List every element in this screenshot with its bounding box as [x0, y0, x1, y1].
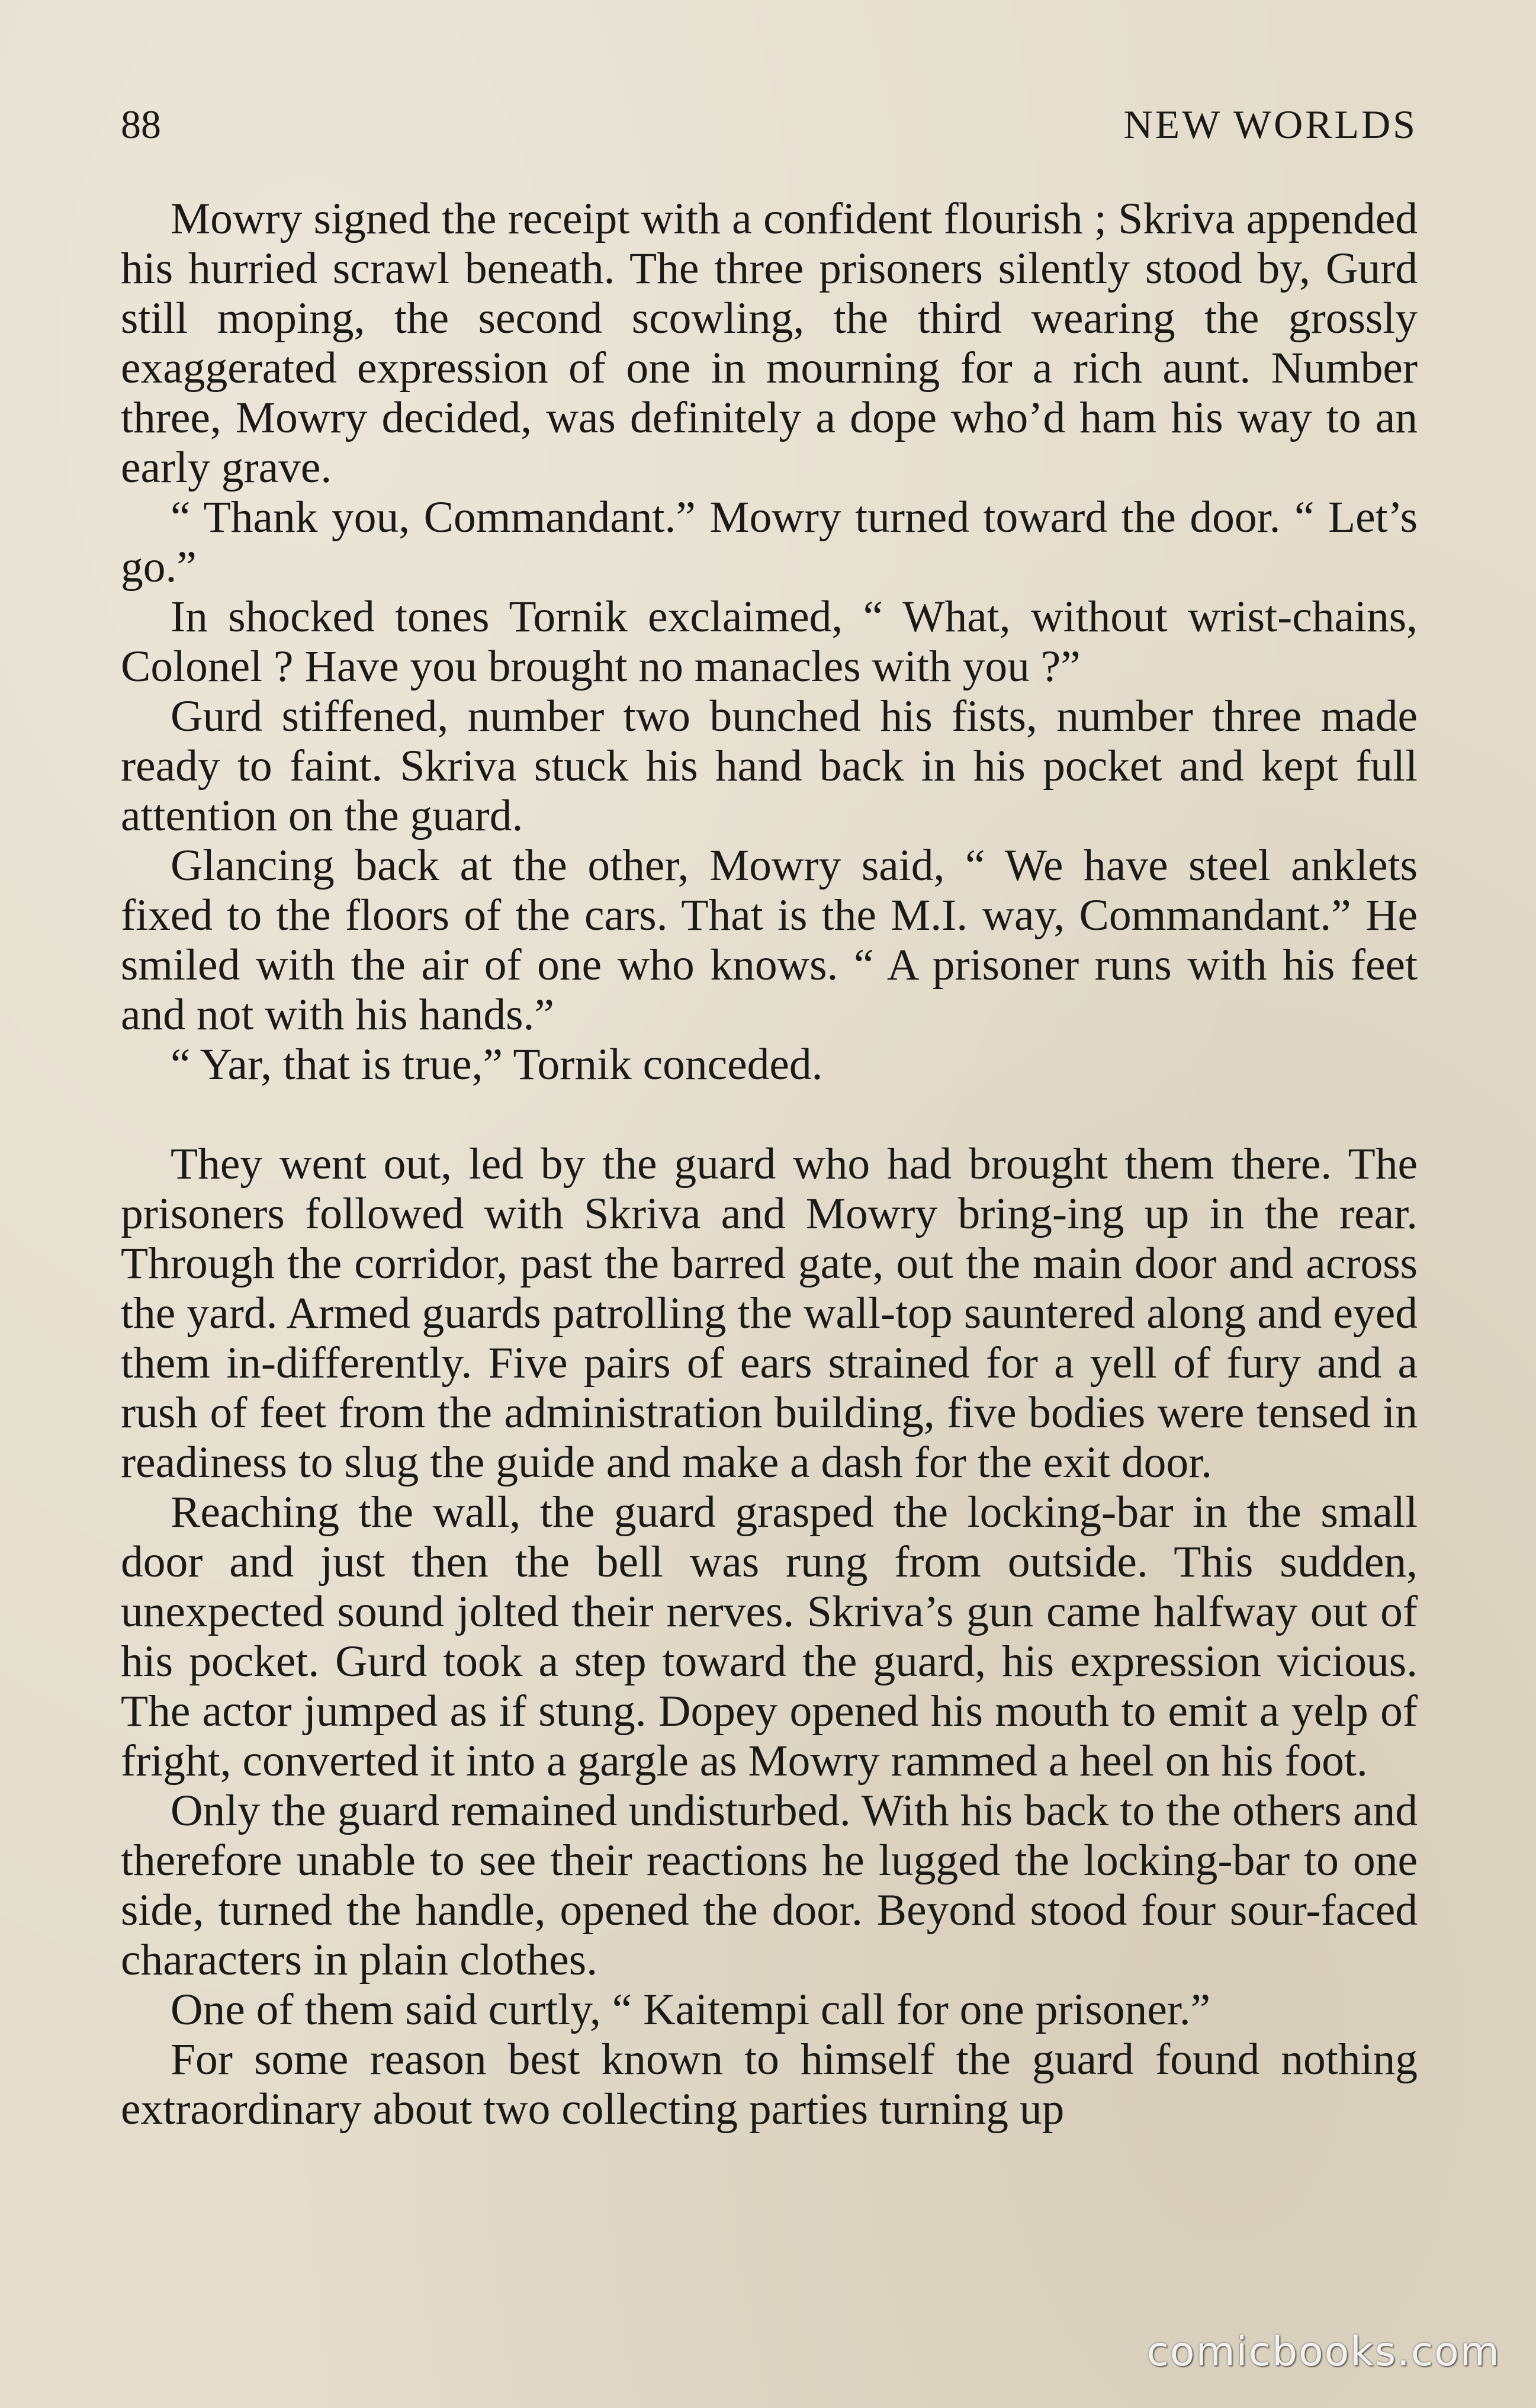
body-text	[121, 194, 1418, 2134]
paragraph: “ Yar, that is true,” Tornik conceded.	[171, 1040, 823, 1089]
paragraph: For some reason best known to himself the guard found nothing extraordinary about two collecting parties turning up	[121, 2035, 1418, 2134]
running-head: NEW WORLDS	[1123, 102, 1418, 147]
paragraph: Only the guard remained undisturbed. With his back to the others and therefore unable to see their reactions he lugged the locking-bar to one side, turned the handle, opened the door. Beyond stood four sour-faced characters in plain clothes.	[121, 1786, 1418, 1985]
paragraph: In shocked tones Tornik exclaimed, “ What, without wrist-chains, Colonel ? Have you brought no manacles with you ?”	[121, 592, 1418, 691]
paragraph: Glancing back at the other, Mowry said, “ We have steel anklets fixed to the floors of the cars. That is the M.I. way, Commandant.” He smiled with the air of one who knows. “ A prisoner runs with his feet and not with his hands.”	[121, 841, 1418, 1039]
watermark: comicbooks.com	[1146, 2329, 1500, 2375]
paragraph: Gurd stiffened, number two bunched his fists, number three made ready to faint. Skriva stuck his hand back in his pocket and kept full attention on the guard.	[121, 692, 1418, 840]
page-header	[121, 98, 1418, 151]
paragraph: “ Thank you, Commandant.” Mowry turned toward the door. “ Let’s go.”	[121, 493, 1418, 592]
paragraph: Mowry signed the receipt with a confident flourish ; Skriva appended his hurried scrawl beneath. The three prisoners silently stood by, Gurd still moping, the second scowling, the third wearing the grossly exaggerated expression of one in mourning for a rich aunt. Number three, Mowry decided, was definitely a dope who’d ham his way to an early grave.	[121, 194, 1418, 492]
paragraph: They went out, led by the guard who had brought them there. The prisoners followed with Skriva and Mowry bring-ing up in the rear. Through the corridor, past the barred gate, out the main door and across the yard. Armed guards patrolling the wall-top sauntered along and eyed them in-differently. Five pairs of ears strained for a yell of fury and a rush of feet from the administration building, five bodies were tensed in readiness to slug the guide and make a dash for the exit door.	[121, 1139, 1418, 1487]
paragraph: One of them said curtly, “ Kaitempi call for one prisoner.”	[171, 1985, 1211, 2034]
paragraph: Reaching the wall, the guard grasped the locking-bar in the small door and just then the bell was rung from outside. This sudden, unexpected sound jolted their nerves. Skriva’s gun came halfway out of his pocket. Gurd took a step toward the guard, his expression vicious. The actor jumped as if stung. Dopey opened his mouth to emit a yelp of fright, converted it into a gargle as Mowry rammed a heel on his foot.	[121, 1488, 1418, 1786]
page-number: 88	[121, 102, 161, 147]
